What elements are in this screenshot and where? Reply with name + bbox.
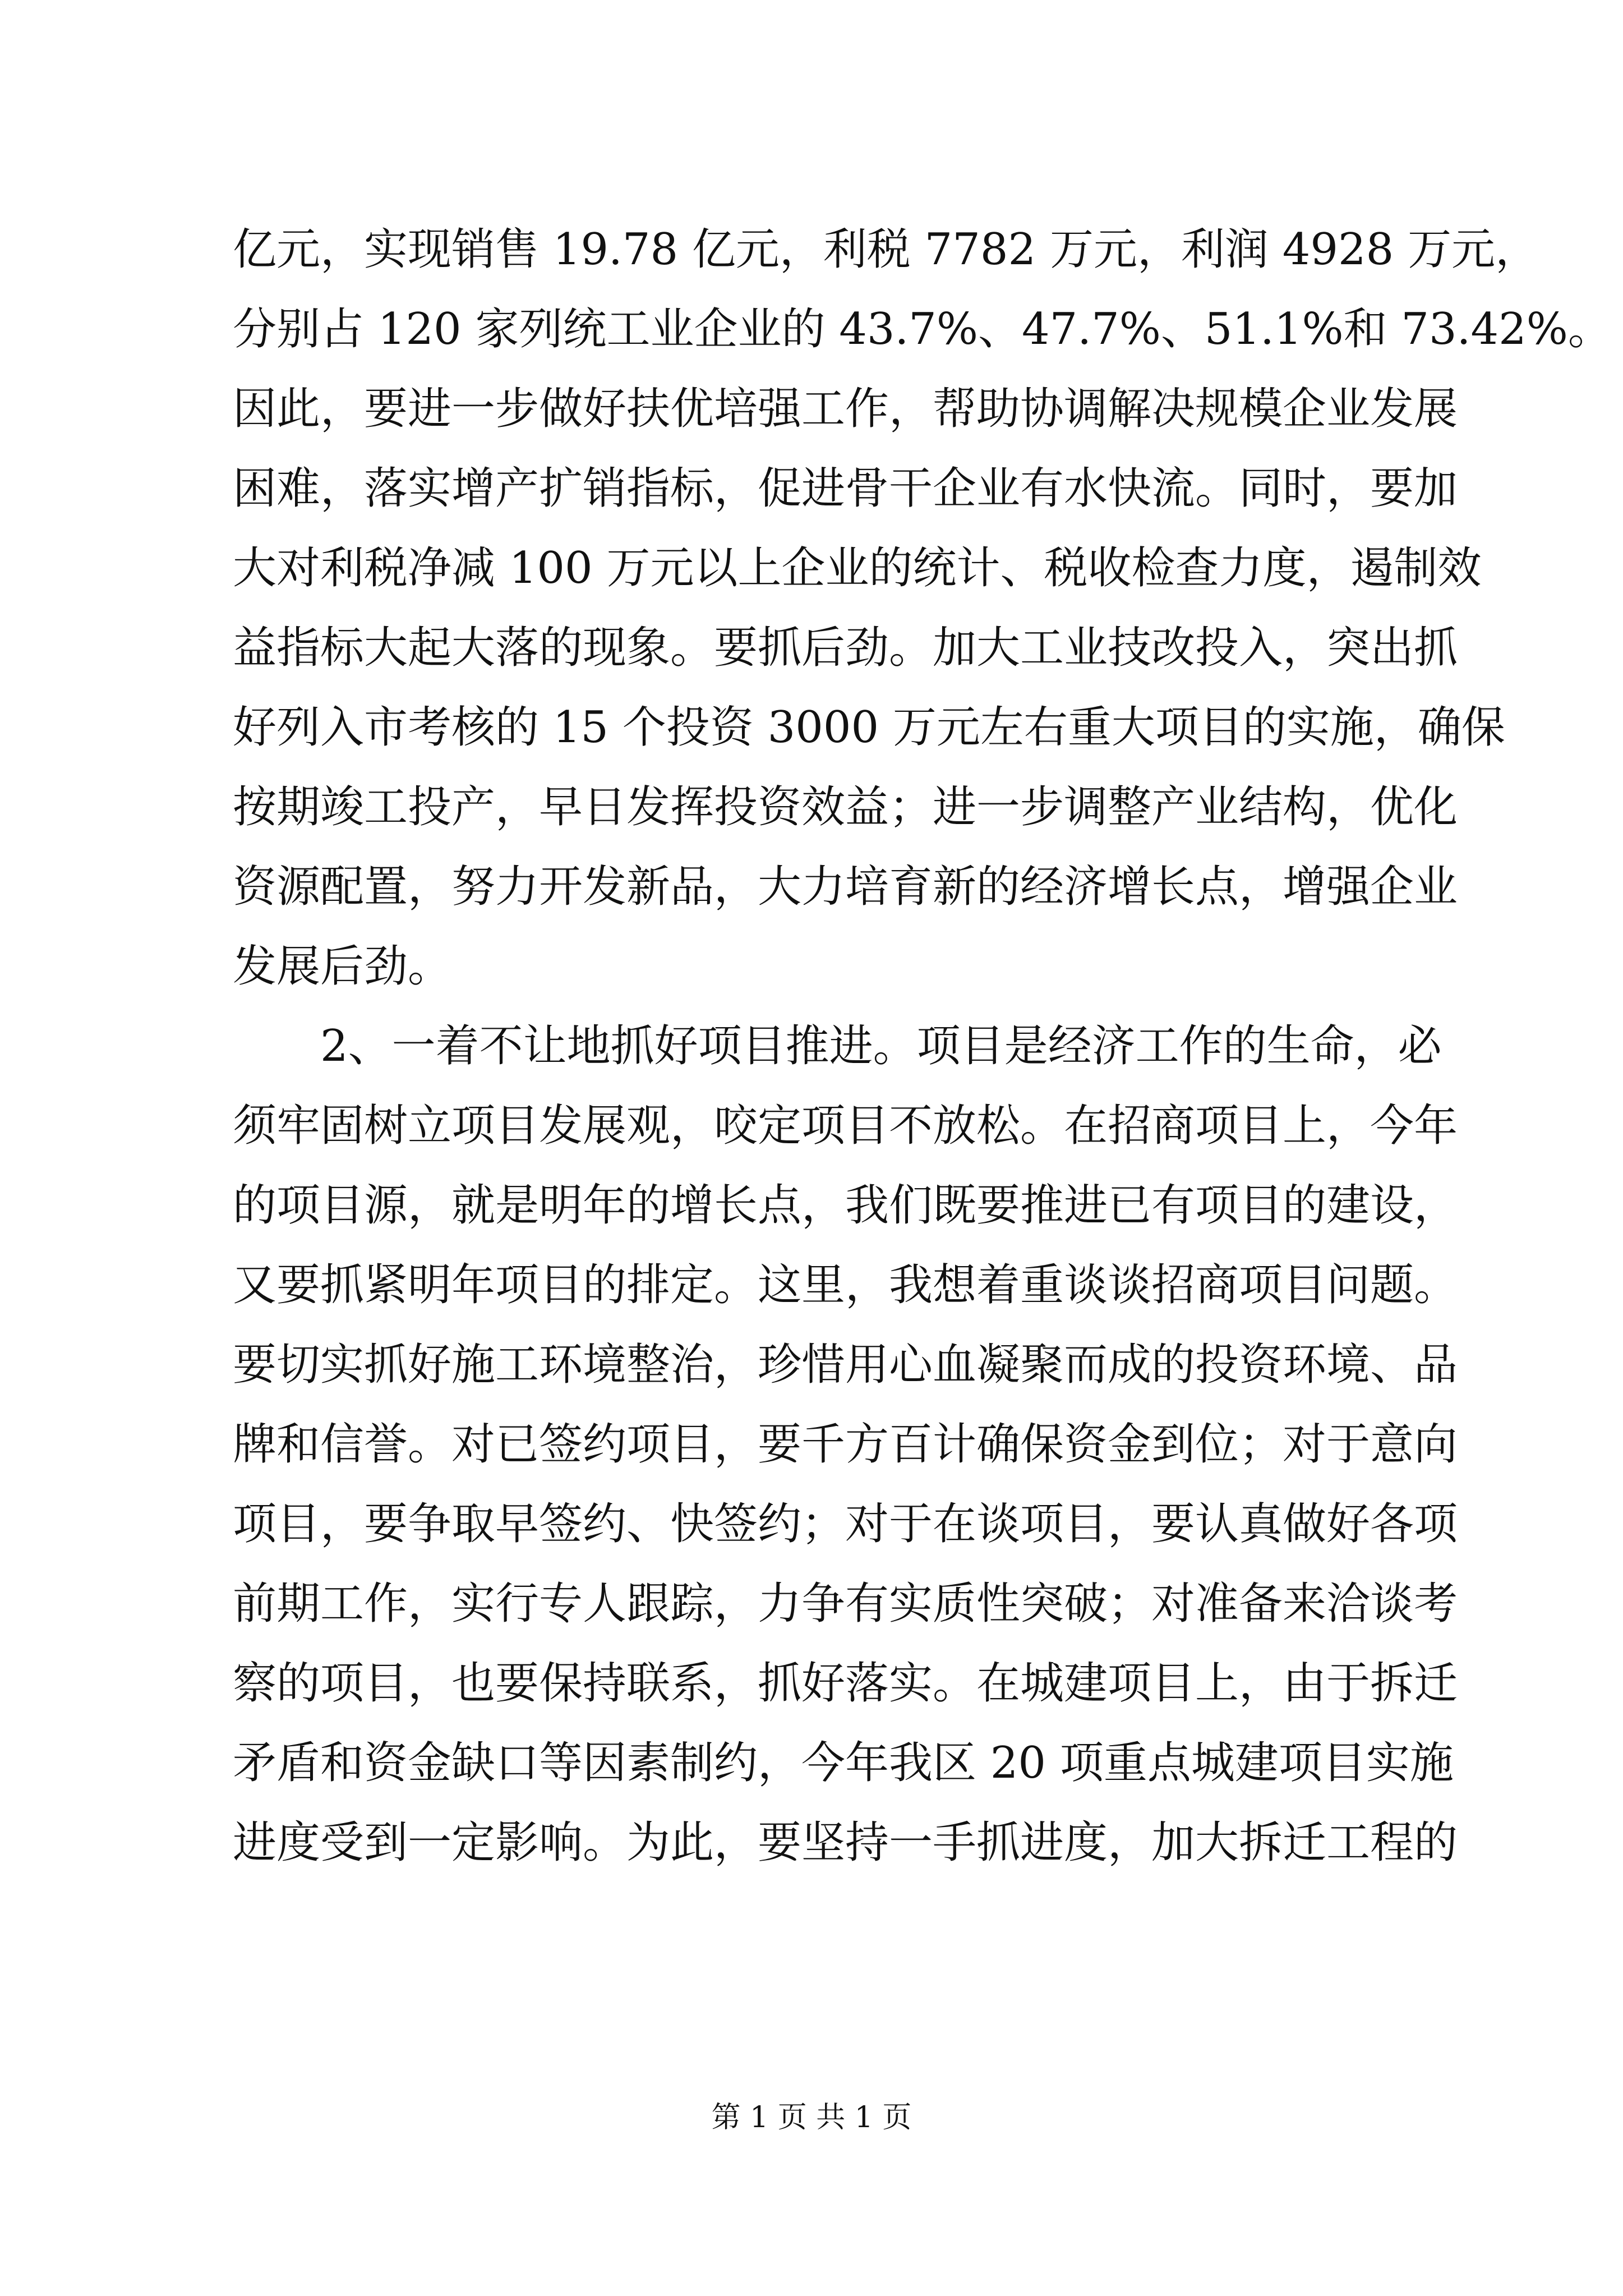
text-line: 好列入市考核的 15 个投资 3000 万元左右重大项目的实施，确保 [233,702,1505,753]
text-line: 矛盾和资金缺口等因素制约，今年我区 20 项重点城建项目实施 [233,1738,1454,1788]
text-line: 要切实抓好施工环境整治，珍惜用心血凝聚而成的投资环境、品 [233,1340,1458,1390]
text-line: 前期工作，实行专人跟踪，力争有实质性突破；对准备来洽谈考 [233,1579,1458,1629]
text-line: 困难，落实增产扩销指标，促进骨干企业有水快流。同时，要加 [233,463,1458,514]
text-line: 的项目源，就是明年的增长点，我们既要推进已有项目的建设， [233,1180,1458,1231]
text-line: 又要抓紧明年项目的排定。这里，我想着重谈谈招商项目问题。 [233,1260,1458,1310]
text-line: 资源配置，努力开发新品，大力培育新的经济增长点，增强企业 [233,862,1458,912]
text-line: 项目，要争取早签约、快签约；对于在谈项目，要认真做好各项 [233,1499,1458,1549]
text-line: 因此，要进一步做好扶优培强工作，帮助协调解决规模企业发展 [233,384,1458,434]
body-text [233,210,1612,1883]
page-footer [0,2098,1623,2137]
text-line: 牌和信誉。对已签约项目，要千方百计确保资金到位；对于意向 [233,1419,1458,1470]
text-line: 发展后劲。 [233,941,452,992]
text-line: 益指标大起大落的现象。要抓后劲。加大工业技改投入，突出抓 [233,623,1458,673]
text-line: 大对利税净减 100 万元以上企业的统计、税收检查力度，遏制效 [233,543,1482,593]
paragraph-start-line: 2、一着不让地抓好项目推进。项目是经济工作的生命，必 [320,1021,1442,1071]
text-line: 须牢固树立项目发展观，咬定项目不放松。在招商项目上，今年 [233,1101,1458,1151]
text-line: 按期竣工投产，早日发挥投资效益；进一步调整产业结构，优化 [233,782,1458,832]
text-line: 亿元，实现销售 19.78 亿元，利税 7782 万元，利润 4928 万元， [233,224,1539,275]
text-line: 分别占 120 家列统工业企业的 43.7%、47.7%、51.1%和 73.42%。 [233,304,1612,355]
text-line: 察的项目，也要保持联系，抓好落实。在城建项目上，由于拆迁 [233,1658,1458,1709]
text-line: 进度受到一定影响。为此，要坚持一手抓进度，加大拆迁工程的 [233,1818,1458,1868]
page-number-label: 第 1 页 共 1 页 [711,2101,912,2134]
